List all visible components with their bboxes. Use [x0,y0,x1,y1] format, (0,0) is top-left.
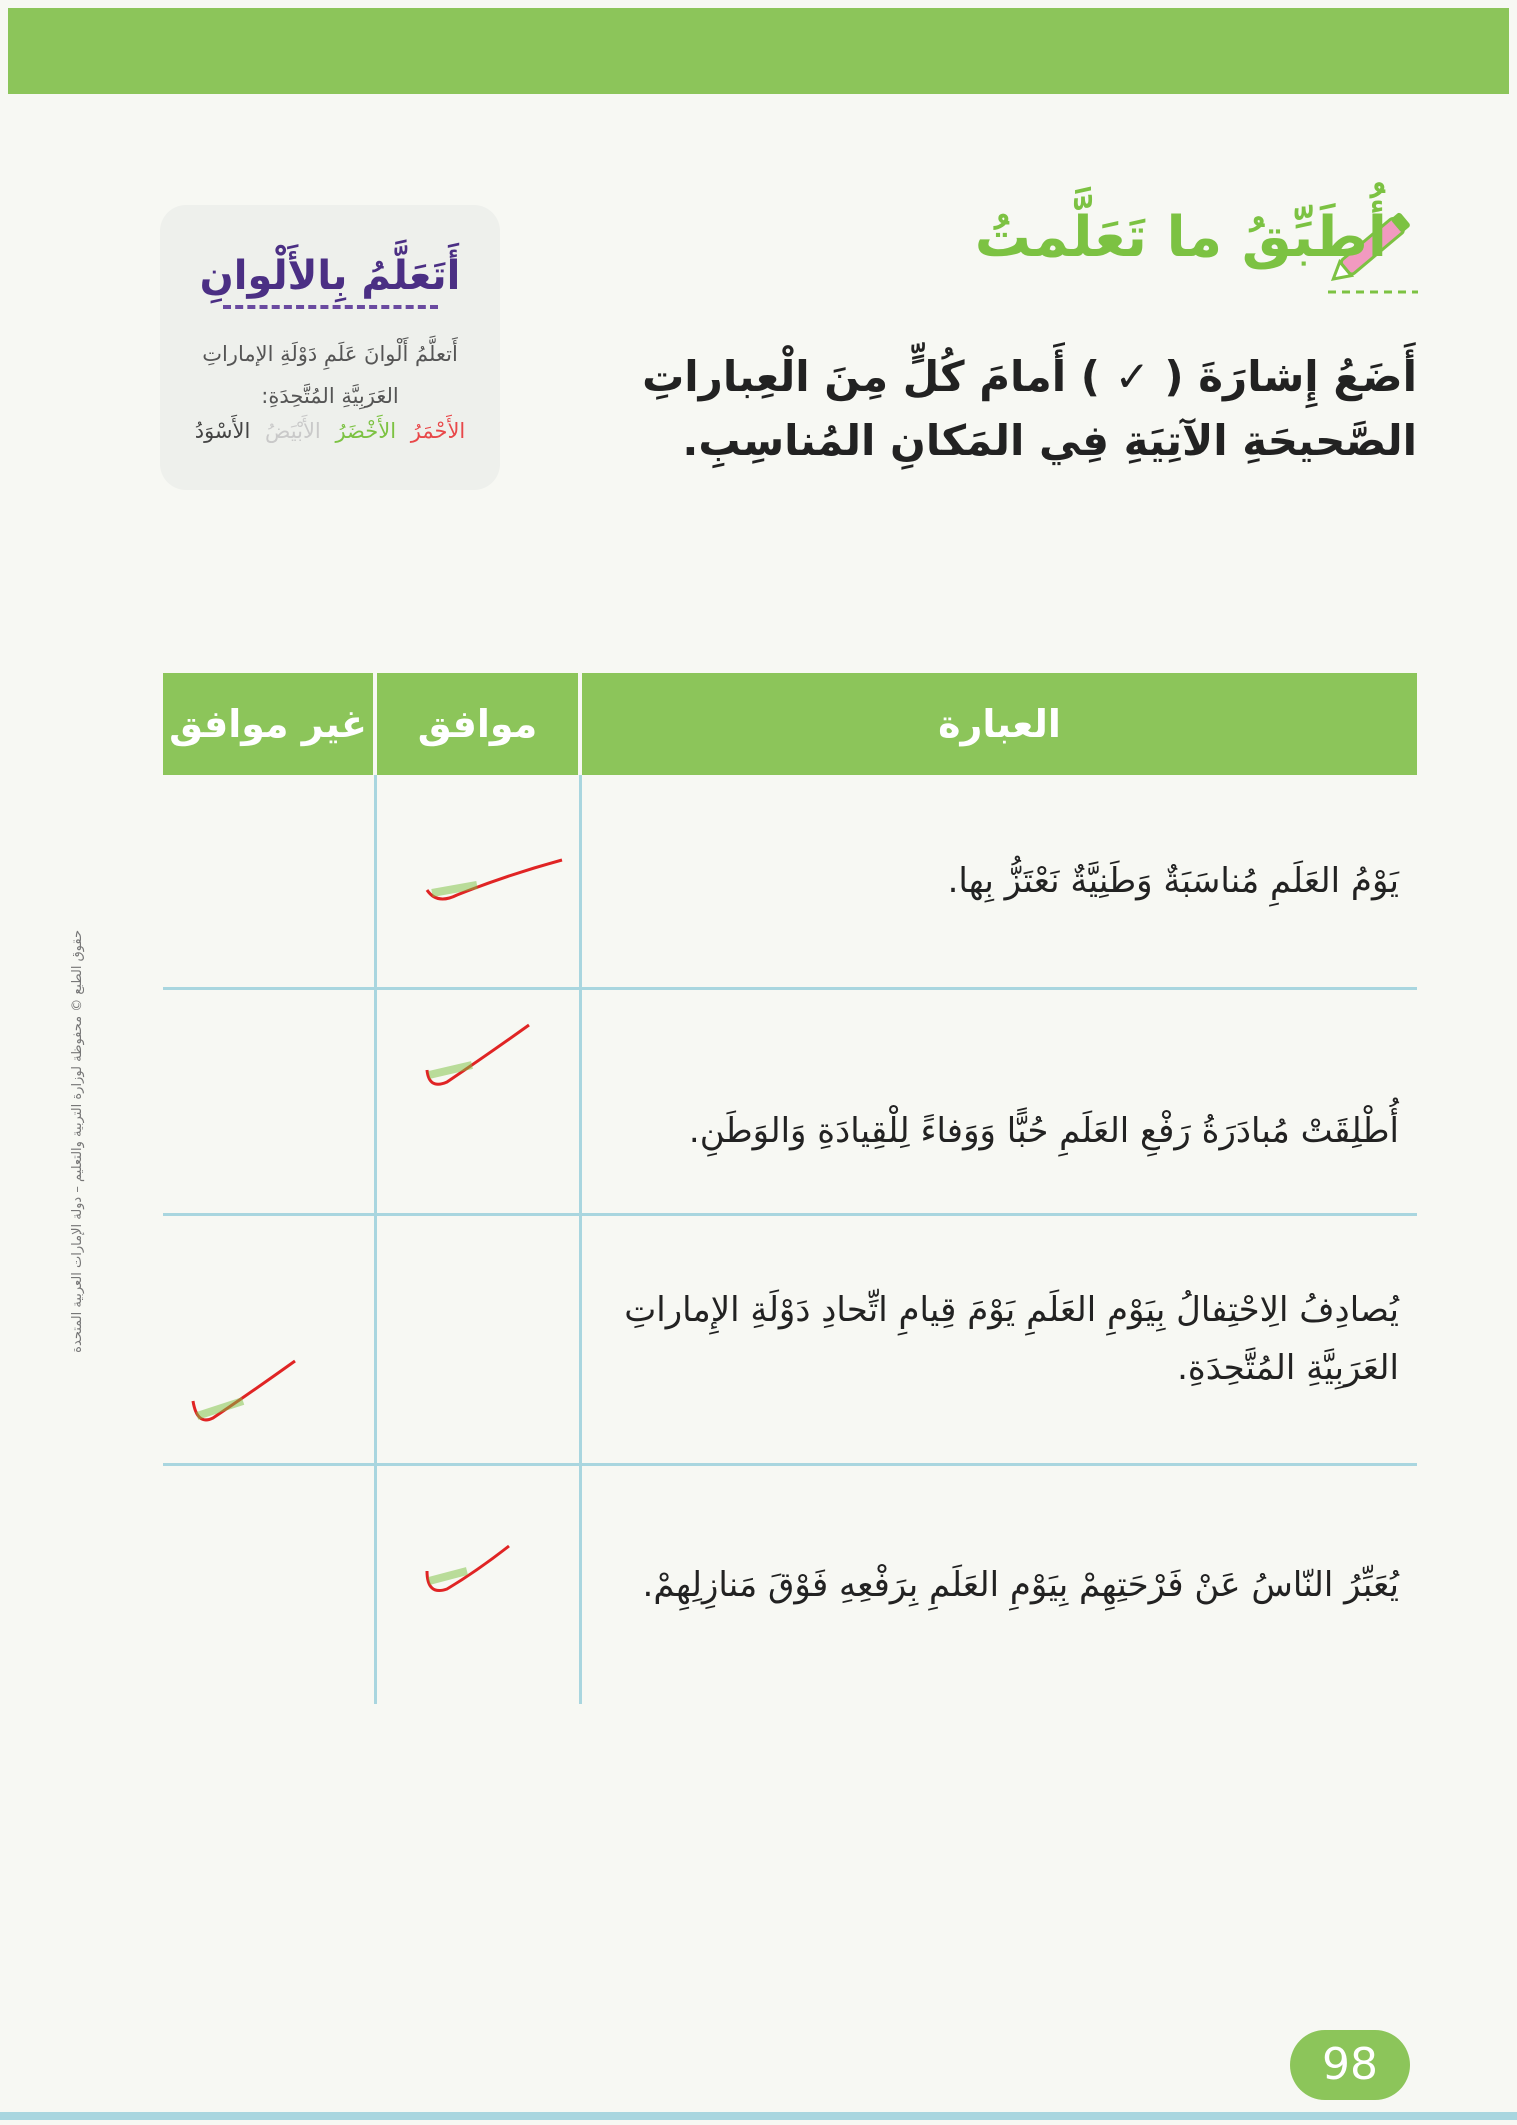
tip-box [160,205,500,490]
check-mark-icon [417,855,567,915]
agree-cell[interactable] [375,775,580,988]
page-number: 98 [1290,2030,1410,2100]
disagree-cell[interactable] [163,1214,375,1464]
bottom-line [0,2112,1517,2120]
check-mark-icon [417,1020,537,1100]
instruction-text: أَضَعُ إِشارَةَ ( ✓ ) أَمامَ كُلٍّ مِنَ الْعِباراتِ الصَّحيحَةِ الآتِيَةِ فِي المَكانِ المُناسِبِ. [642,352,1417,465]
disagree-cell[interactable] [163,988,375,1214]
agree-cell[interactable] [375,1464,580,1704]
phrase-cell: يَوْمُ العَلَمِ مُناسَبَةٌ وَطَنِيَّةٌ نَعْتَزُّ بِها. [580,775,1417,988]
color-white: الأَبْيَضُ [265,419,321,443]
phrase-cell: يُصادِفُ الِاحْتِفالُ بِيَوْمِ العَلَمِ يَوْمَ قِيامِ اتِّحادِ دَوْلَةِ الإِماراتِ العَرَبِيَّةِ المُتَّحِدَةِ. [580,1214,1417,1464]
check-mark-icon [417,1541,517,1606]
color-black: الأَسْوَدُ [194,419,251,443]
tip-title: أَتَعَلَّمُ بِالأَلْوانِ [199,253,461,299]
section-title: أُطَبِّقُ ما تَعَلَّمتُ [974,205,1387,270]
copyright-note: حقوق الطبع © محفوظة لوزارة التربية والتعليم – دولة الإمارات العربية المتحدة [70,930,85,1353]
disagree-cell[interactable] [163,1464,375,1704]
header-disagree: غير موافق [163,673,375,775]
disagree-cell[interactable] [163,775,375,988]
header-agree: موافق [375,673,580,775]
agree-cell[interactable] [375,1214,580,1464]
color-green: الأَخْضَرُ [335,419,397,443]
header-phrase: العبارة [580,673,1417,775]
top-band [8,8,1509,94]
table-row [163,775,1417,988]
table-row [163,1464,1417,1704]
color-red: الأَحْمَرُ [410,419,466,443]
table-row [163,1214,1417,1464]
phrase-cell: أُطْلِقَتْ مُبادَرَةُ رَفْعِ العَلَمِ حُبًّا وَوَفاءً لِلْقِيادَةِ وَالوَطَنِ. [580,988,1417,1214]
answer-table [163,673,1417,1704]
color-list [160,419,500,443]
phrase-cell: يُعَبِّرُ النّاسُ عَنْ فَرْحَتِهِمْ بِيَوْمِ العَلَمِ بِرَفْعِهِ فَوْقَ مَنازِلِهِمْ. [580,1464,1417,1704]
table-row [163,988,1417,1214]
check-mark-icon [183,1356,303,1436]
agree-cell[interactable] [375,988,580,1214]
tip-text: أَتعلَّمُ أَلْوانَ عَلَمِ دَوْلَةِ الإماراتِ العَرَبِيَّةِ المُتَّحِدَةِ: [202,342,458,408]
tip-divider [223,305,438,309]
